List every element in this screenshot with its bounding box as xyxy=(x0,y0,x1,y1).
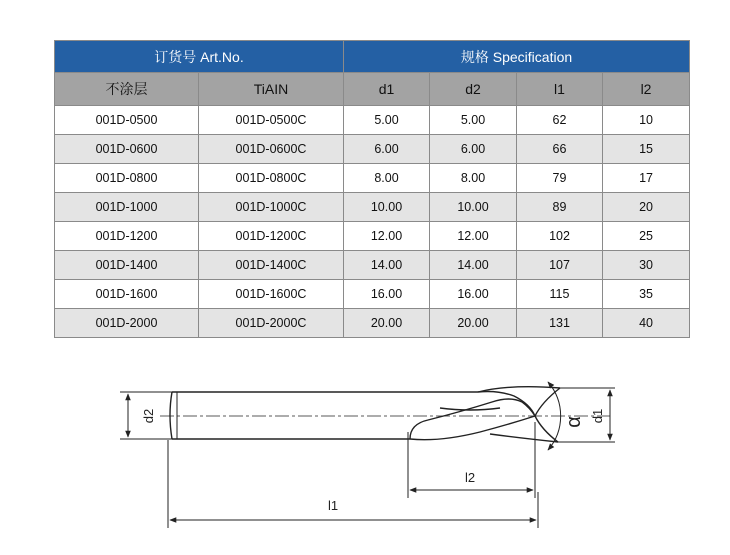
cell-d1: 5.00 xyxy=(344,106,430,135)
cell-l1: 79 xyxy=(517,164,603,193)
d1-dimension xyxy=(558,388,615,442)
cell-tialn: 001D-1000C xyxy=(199,193,344,222)
table-row xyxy=(55,280,690,309)
angle-label: α xyxy=(563,416,585,428)
cell-d1: 6.00 xyxy=(344,135,430,164)
cell-l1: 66 xyxy=(517,135,603,164)
cell-d2: 5.00 xyxy=(430,106,517,135)
table-row xyxy=(55,135,690,164)
cell-uncoated: 001D-0800 xyxy=(55,164,199,193)
cell-l2: 15 xyxy=(603,135,690,164)
cell-tialn: 001D-1400C xyxy=(199,251,344,280)
specification-header: 规格 Specification xyxy=(344,41,690,73)
col-header-d2: d2 xyxy=(430,73,517,106)
cell-tialn: 001D-0800C xyxy=(199,164,344,193)
drill-dimension-drawing xyxy=(110,372,630,532)
cell-tialn: 001D-2000C xyxy=(199,309,344,338)
specification-table xyxy=(54,40,690,338)
cell-tialn: 001D-1200C xyxy=(199,222,344,251)
cell-l1: 107 xyxy=(517,251,603,280)
cell-d1: 16.00 xyxy=(344,280,430,309)
cell-uncoated: 001D-0500 xyxy=(55,106,199,135)
cell-uncoated: 001D-1000 xyxy=(55,193,199,222)
cell-tialn: 001D-0500C xyxy=(199,106,344,135)
cell-l2: 10 xyxy=(603,106,690,135)
col-header-uncoated: 不涂层 xyxy=(55,73,199,106)
cell-l1: 89 xyxy=(517,193,603,222)
cell-l1: 102 xyxy=(517,222,603,251)
cell-l1: 115 xyxy=(517,280,603,309)
cell-d1: 20.00 xyxy=(344,309,430,338)
cell-l2: 25 xyxy=(603,222,690,251)
cell-uncoated: 001D-1600 xyxy=(55,280,199,309)
d2-label: d2 xyxy=(141,408,156,424)
drill-point xyxy=(410,387,560,442)
cell-l1: 131 xyxy=(517,309,603,338)
table-row xyxy=(55,164,690,193)
cell-l2: 40 xyxy=(603,309,690,338)
cell-d2: 20.00 xyxy=(430,309,517,338)
table-row xyxy=(55,222,690,251)
cell-l2: 20 xyxy=(603,193,690,222)
cell-d1: 12.00 xyxy=(344,222,430,251)
cell-l2: 17 xyxy=(603,164,690,193)
cell-d2: 10.00 xyxy=(430,193,517,222)
cell-d1: 10.00 xyxy=(344,193,430,222)
cell-d1: 8.00 xyxy=(344,164,430,193)
cell-d1: 14.00 xyxy=(344,251,430,280)
table-row xyxy=(55,193,690,222)
cell-l2: 35 xyxy=(603,280,690,309)
cell-d2: 6.00 xyxy=(430,135,517,164)
cell-d2: 16.00 xyxy=(430,280,517,309)
group-header-row xyxy=(55,41,690,73)
column-header-row xyxy=(55,73,690,106)
cell-d2: 12.00 xyxy=(430,222,517,251)
cell-tialn: 001D-0600C xyxy=(199,135,344,164)
cell-uncoated: 001D-1400 xyxy=(55,251,199,280)
col-header-l2: l2 xyxy=(603,73,690,106)
cell-uncoated: 001D-2000 xyxy=(55,309,199,338)
cell-uncoated: 001D-1200 xyxy=(55,222,199,251)
l1-label: l1 xyxy=(328,498,339,513)
cell-tialn: 001D-1600C xyxy=(199,280,344,309)
drill-body xyxy=(170,392,478,439)
table-row xyxy=(55,251,690,280)
l1-dimension xyxy=(168,440,538,528)
l2-label: l2 xyxy=(465,470,476,485)
cell-d2: 14.00 xyxy=(430,251,517,280)
cell-uncoated: 001D-0600 xyxy=(55,135,199,164)
cell-l2: 30 xyxy=(603,251,690,280)
table-row xyxy=(55,106,690,135)
d2-dimension xyxy=(120,392,172,439)
cell-l1: 62 xyxy=(517,106,603,135)
d1-label: d1 xyxy=(590,408,605,424)
cell-d2: 8.00 xyxy=(430,164,517,193)
col-header-l1: l1 xyxy=(517,73,603,106)
col-header-tialn: TiAIN xyxy=(199,73,344,106)
art-no-header: 订货号 Art.No. xyxy=(55,41,344,73)
col-header-d1: d1 xyxy=(344,73,430,106)
table-row xyxy=(55,309,690,338)
